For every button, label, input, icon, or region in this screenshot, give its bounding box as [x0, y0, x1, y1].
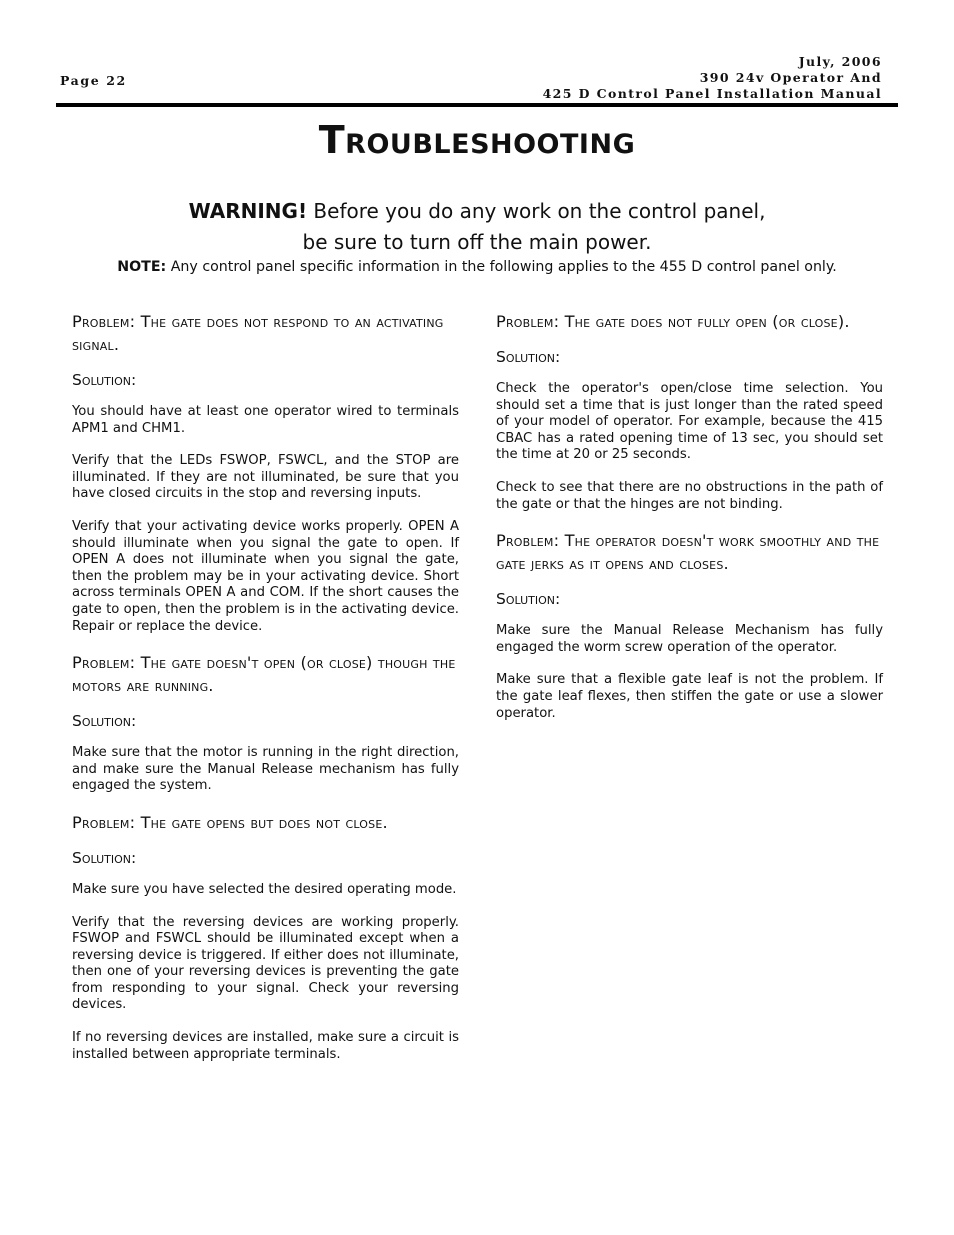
note-label: NOTE: [117, 259, 167, 275]
solution-heading: Solution: [72, 848, 137, 867]
solution-heading: Solution: [72, 712, 137, 731]
solution-paragraph: Make sure that a flexible gate leaf is not the problem. If the gate leaf flexes, then stiffen the gate or use a slower operator. [496, 672, 883, 721]
solution-paragraph: Verify that your activating device works properly. OPEN A should illuminate when you signal the gate to open. If OPEN A does not illuminate when you signal the gate, then the problem may be in your activating device. Short across terminals OPEN A and COM. If the short causes the gate to open, then the problem is in the activating device. Repair or replace the device. [72, 518, 459, 634]
solution-paragraph: Check the operator's open/close time selection. You should set a time that is just longer than the rated speed of your model of operator. For example, because the 415 CBAC has a rated opening time of 13 sec, you should set the time at 20 or 25 seconds. [496, 381, 883, 463]
problem-heading: Problem: The gate opens but does not close. [72, 812, 388, 832]
warning-block [0, 196, 954, 258]
solution-heading: Solution: [496, 348, 561, 366]
right-column [496, 310, 883, 738]
manual-date: July, 2006 [798, 54, 882, 69]
solution-paragraph: Verify that the LEDs FSWOP, FSWCL, and the STOP are illuminated. If they are not illuminated, be sure that you have closed circuits in the stop and reversing inputs. [72, 453, 459, 502]
problem-section [72, 811, 459, 1063]
solution-paragraph: Make sure the Manual Release Mechanism has fully engaged the worm screw operation of the operator. [496, 623, 883, 655]
header-divider [56, 103, 898, 107]
problem-heading: Problem: The gate does not fully open (or close). [496, 312, 850, 331]
solution-paragraph: Check to see that there are no obstructions in the path of the gate or that the hinges are not binding. [496, 479, 883, 512]
problem-heading: Problem: The operator doesn't work smoothly and the gate jerks as it opens and closes. [496, 531, 880, 574]
page-title: Troubleshooting [318, 118, 636, 162]
page-number: Page 22 [60, 73, 127, 88]
note-block [0, 259, 954, 275]
manual-title-line-2: 425 D Control Panel Installation Manual [542, 86, 882, 101]
problem-heading: Problem: The gate does not respond to an activating signal. [72, 312, 444, 354]
solution-paragraph: Make sure that the motor is running in the right direction, and make sure the Manual Release mechanism has fully engaged the system. [72, 745, 459, 794]
solution-heading: Solution: [496, 590, 561, 609]
solution-paragraph: Verify that the reversing devices are working properly. FSWOP and FSWCL should be illuminated except when a reversing device is triggered. If either does not illuminate, then one of your reversing devices is preventing the gate from responding to your signal. Check your reversing devices. [72, 914, 459, 1013]
problem-heading: Problem: The gate doesn't open (or close) though the motors are running. [72, 653, 456, 696]
problem-section [72, 310, 459, 635]
solution-heading: Solution: [72, 371, 137, 389]
problem-section [72, 651, 459, 795]
manual-title-line-1: 390 24v Operator And [699, 70, 882, 85]
problem-section [496, 310, 883, 513]
warning-line-2: be sure to turn off the main power. [302, 230, 652, 254]
warning-line-1: Before you do any work on the control panel, [313, 199, 766, 223]
note-text: Any control panel specific information in the following applies to the 455 D control panel only. [170, 259, 837, 275]
solution-paragraph: You should have at least one operator wired to terminals APM1 and CHM1. [72, 404, 459, 436]
problem-section [496, 529, 883, 722]
manual-title-block [543, 54, 882, 102]
solution-paragraph: Make sure you have selected the desired operating mode. [72, 881, 457, 897]
left-column [72, 310, 459, 1079]
solution-paragraph: If no reversing devices are installed, make sure a circuit is installed between appropriate terminals. [72, 1030, 459, 1062]
page-header [60, 50, 894, 104]
warning-label: WARNING! [188, 199, 308, 223]
